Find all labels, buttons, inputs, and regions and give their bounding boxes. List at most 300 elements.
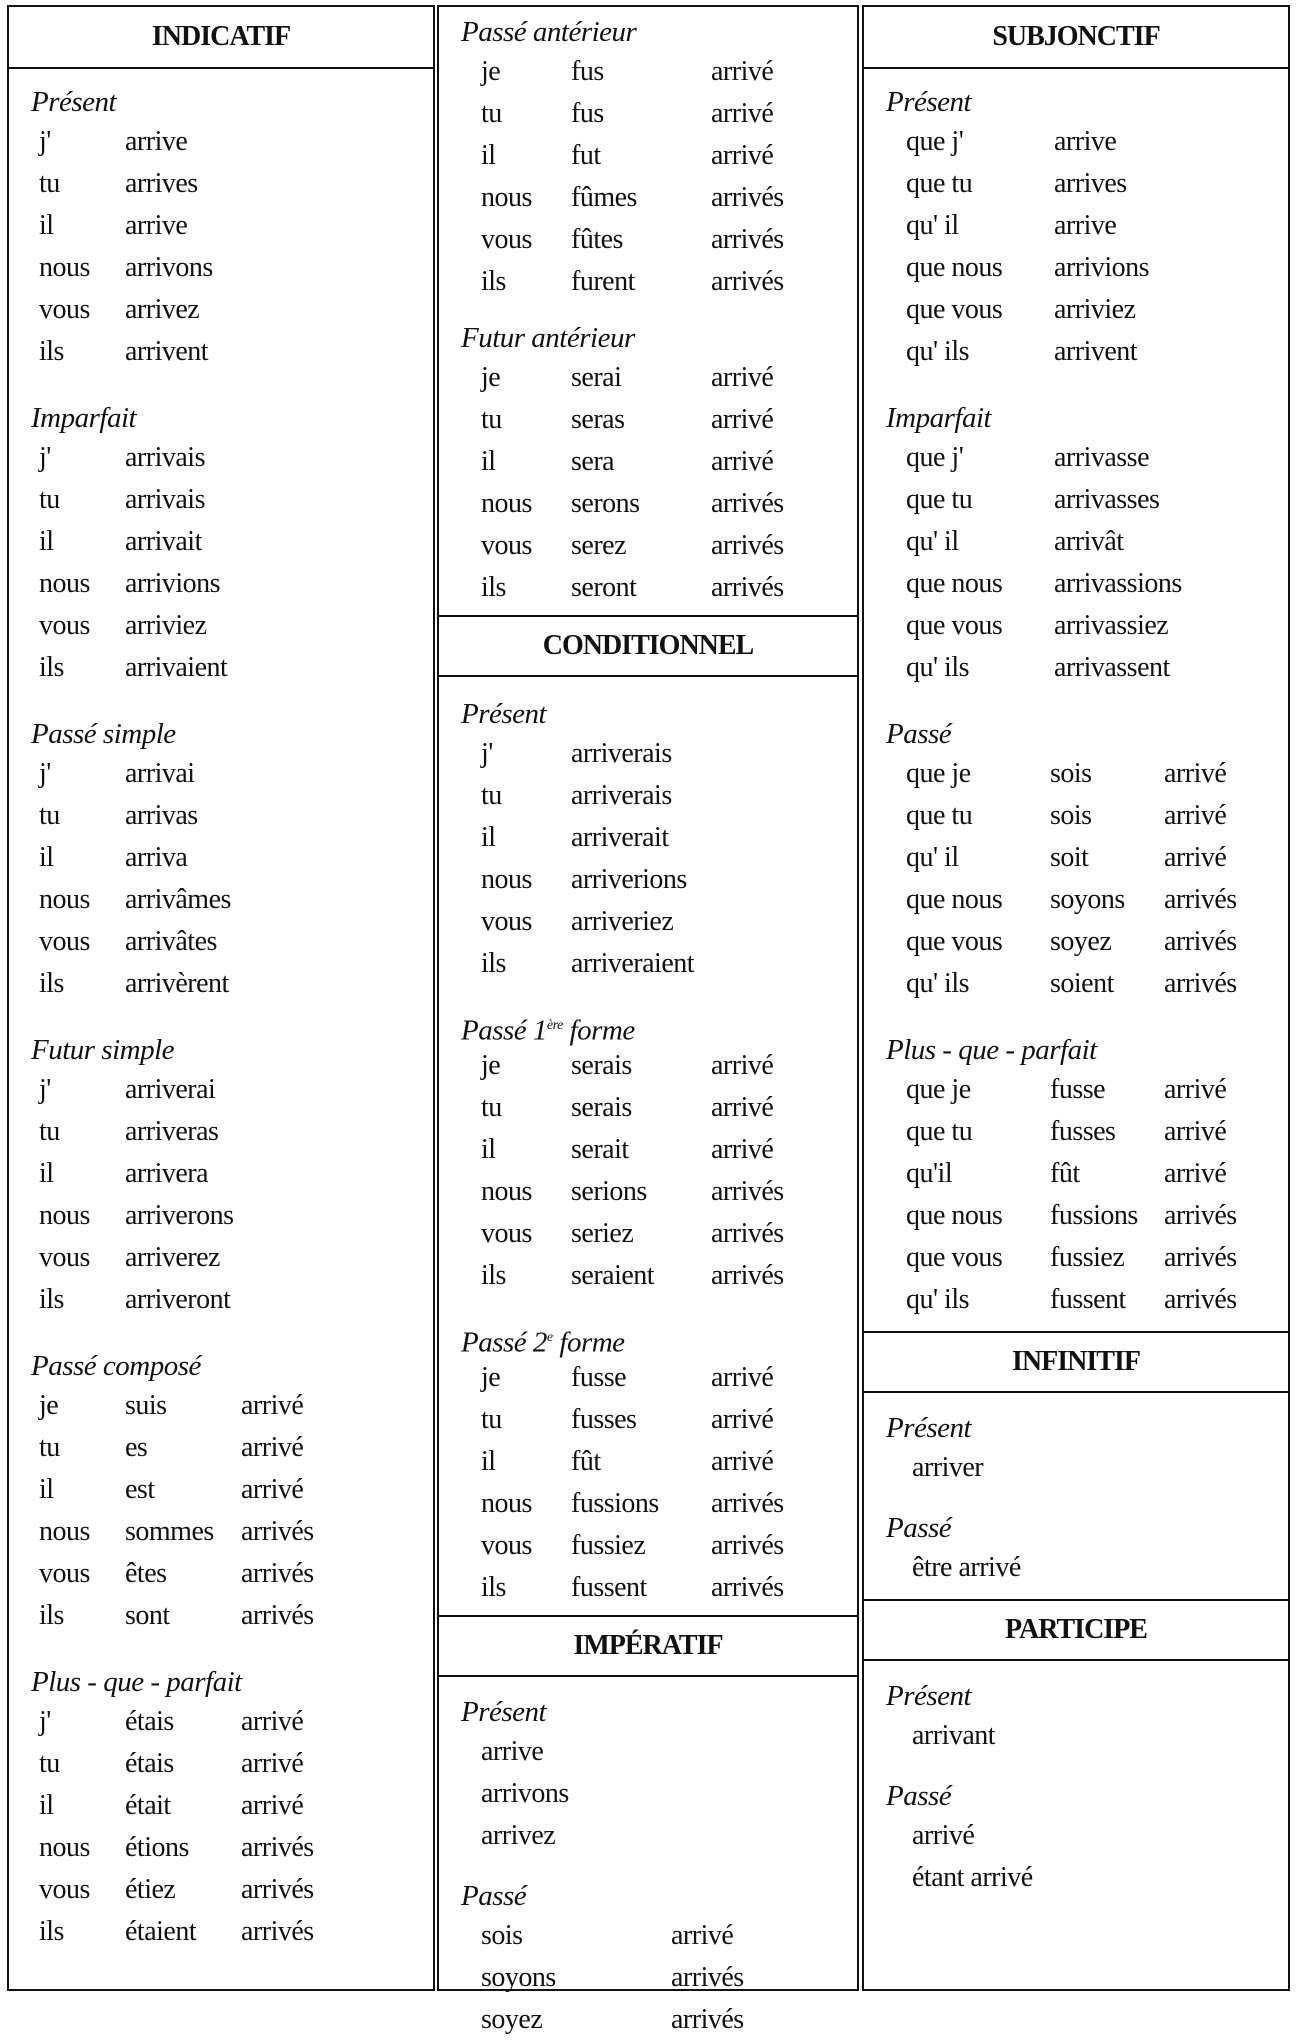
indicatif-passe-compose-cell: arrivé <box>241 1474 304 1505</box>
imperatif-present-cell: arrive <box>481 1736 544 1767</box>
indicatif-imparfait-row <box>9 647 433 689</box>
indicatif-plus-que-parfait-cell: arrivés <box>241 1916 314 1947</box>
indicatif-plus-que-parfait-row <box>9 1827 433 1869</box>
imperatif-passe-cell: sois <box>481 1920 523 1951</box>
indicatif-plus-que-parfait-cell: étais <box>125 1706 174 1737</box>
indicatif-futur-simple-row <box>9 1195 433 1237</box>
indicatif-futur-simple-cell: tu <box>39 1116 60 1147</box>
subjonctif-imparfait-row <box>864 479 1288 521</box>
passe-anterieur-row <box>439 219 857 261</box>
indicatif-futur-simple-label: Futur simple <box>31 1034 175 1066</box>
conditionnel-passe-2-cell: arrivés <box>711 1530 784 1561</box>
indicatif-passe-simple-cell: arrivâmes <box>125 884 231 915</box>
conditionnel-present-cell: ils <box>481 948 506 979</box>
indicatif-futur-simple-section <box>9 1031 433 1321</box>
indicatif-present-cell: arrivez <box>125 294 200 325</box>
participe-present-label: Présent <box>886 1680 972 1712</box>
indicatif-futur-simple-row <box>9 1069 433 1111</box>
indicatif-present-cell: ils <box>39 336 64 367</box>
futur-anterieur-cell: arrivé <box>711 404 774 435</box>
conditionnel-passe-1-cell: serait <box>571 1134 629 1165</box>
indicatif-imparfait-row <box>9 437 433 479</box>
subjonctif-plus-que-parfait-row <box>864 1237 1288 1279</box>
subjonctif-plus-que-parfait-cell: que vous <box>906 1242 1003 1273</box>
indicatif-column <box>7 5 435 1991</box>
imperatif-present-cell: arrivons <box>481 1778 569 1809</box>
indicatif-futur-simple-cell: nous <box>39 1200 90 1231</box>
indicatif-futur-simple-row <box>9 1153 433 1195</box>
conditionnel-passe-2-cell: fût <box>571 1446 601 1477</box>
passe-anterieur-cell: fut <box>571 140 601 171</box>
futur-anterieur-cell: tu <box>481 404 502 435</box>
indicatif-present-label: Présent <box>31 86 117 118</box>
subjonctif-passe-cell: soyons <box>1050 884 1125 915</box>
conditionnel-present-cell: arriveriez <box>571 906 674 937</box>
subjonctif-imparfait-cell: que vous <box>906 610 1003 641</box>
conditionnel-passe-1-label-prefix: Passé 1 <box>461 1014 547 1047</box>
conditionnel-passe-2-cell: fusse <box>571 1362 627 1393</box>
subjonctif-plus-que-parfait-section <box>864 1031 1288 1321</box>
middle-column <box>437 5 859 2035</box>
indicatif-passe-compose-cell: est <box>125 1474 155 1505</box>
indicatif-passe-compose-cell: êtes <box>125 1558 167 1589</box>
indicatif-passe-simple-cell: arrivâtes <box>125 926 217 957</box>
indicatif-plus-que-parfait-label: Plus - que - parfait <box>31 1666 242 1698</box>
passe-anterieur-row <box>439 93 857 135</box>
indicatif-plus-que-parfait-row <box>9 1785 433 1827</box>
conditionnel-present-row <box>439 859 857 901</box>
subjonctif-present-cell: arrivent <box>1054 336 1138 367</box>
indicatif-present-cell: arrive <box>125 210 188 241</box>
subjonctif-passe-cell: sois <box>1050 800 1092 831</box>
conditionnel-passe-2-label-suffix: forme <box>552 1326 625 1359</box>
indicatif-passe-simple-cell: arrivas <box>125 800 198 831</box>
conditionnel-passe-2-cell: il <box>481 1446 496 1477</box>
conditionnel-passe-1-cell: ils <box>481 1260 506 1291</box>
subjonctif-plus-que-parfait-row <box>864 1153 1288 1195</box>
indicatif-passe-compose-cell: arrivés <box>241 1558 314 1589</box>
conditionnel-present-cell: arriverais <box>571 780 672 811</box>
indicatif-futur-simple-cell: arriveront <box>125 1284 231 1315</box>
indicatif-present-row <box>9 121 433 163</box>
indicatif-present-row <box>9 163 433 205</box>
passe-anterieur-row <box>439 51 857 93</box>
futur-anterieur-cell: arrivé <box>711 446 774 477</box>
indicatif-present-row <box>9 247 433 289</box>
conditionnel-passe-2-section <box>439 1319 857 1609</box>
conditionnel-passe-2-cell: fussions <box>571 1488 659 1519</box>
subjonctif-imparfait-cell: qu' il <box>906 526 959 557</box>
conditionnel-passe-2-cell: arrivé <box>711 1446 774 1477</box>
conditionnel-passe-1-cell: serais <box>571 1092 632 1123</box>
subjonctif-passe-cell: qu' il <box>906 842 959 873</box>
conditionnel-present-cell: nous <box>481 864 532 895</box>
subjonctif-imparfait-cell: arrivasses <box>1054 484 1160 515</box>
futur-anterieur-cell: seras <box>571 404 625 435</box>
conditionnel-passe-1-cell: vous <box>481 1218 532 1249</box>
indicatif-imparfait-cell: arriviez <box>125 610 207 641</box>
subjonctif-imparfait-row <box>864 437 1288 479</box>
passe-anterieur-row <box>439 177 857 219</box>
indicatif-present-cell: arrive <box>125 126 188 157</box>
futur-anterieur-cell: arrivés <box>711 572 784 603</box>
imperatif-passe-cell: arrivés <box>671 1962 744 1993</box>
passe-anterieur-cell: arrivé <box>711 56 774 87</box>
conditionnel-passe-1-label-sup: ère <box>546 1018 563 1033</box>
subjonctif-present-row <box>864 121 1288 163</box>
subjonctif-present-cell: que nous <box>906 252 1003 283</box>
subjonctif-plus-que-parfait-label: Plus - que - parfait <box>886 1034 1097 1066</box>
conditionnel-present-cell: arriveraient <box>571 948 695 979</box>
conditionnel-passe-2-label <box>439 1319 857 1357</box>
passe-anterieur-cell: tu <box>481 98 502 129</box>
futur-anterieur-cell: je <box>481 362 501 393</box>
passe-anterieur-row <box>439 135 857 177</box>
indicatif-plus-que-parfait-cell: ils <box>39 1916 64 1947</box>
conditionnel-passe-2-cell: vous <box>481 1530 532 1561</box>
imperatif-passe-cell: arrivés <box>671 2004 744 2035</box>
futur-anterieur-cell: arrivés <box>711 488 784 519</box>
imperatif-passe-cell: soyez <box>481 2004 543 2035</box>
indicatif-plus-que-parfait-cell: arrivé <box>241 1706 304 1737</box>
indicatif-futur-simple-row <box>9 1237 433 1279</box>
conditionnel-passe-2-cell: fusses <box>571 1404 637 1435</box>
subjonctif-present-cell: qu' il <box>906 210 959 241</box>
subjonctif-present-cell: que j' <box>906 126 964 157</box>
subjonctif-present-label: Présent <box>886 86 972 118</box>
indicatif-passe-compose-label: Passé composé <box>31 1350 201 1382</box>
subjonctif-plus-que-parfait-cell: fussiez <box>1050 1242 1125 1273</box>
conditionnel-passe-1-cell: arrivé <box>711 1050 774 1081</box>
indicatif-passe-simple-label: Passé simple <box>31 718 176 750</box>
passe-anterieur-cell: furent <box>571 266 635 297</box>
indicatif-imparfait-cell: arrivait <box>125 526 202 557</box>
conditionnel-passe-2-row <box>439 1525 857 1567</box>
indicatif-passe-simple-row <box>9 795 433 837</box>
indicatif-passe-simple-row <box>9 837 433 879</box>
indicatif-present-cell: tu <box>39 168 60 199</box>
subjonctif-plus-que-parfait-cell: fusses <box>1050 1116 1116 1147</box>
subjonctif-imparfait-row <box>864 647 1288 689</box>
subjonctif-plus-que-parfait-row <box>864 1111 1288 1153</box>
subjonctif-imparfait-cell: arrivassent <box>1054 652 1170 683</box>
subjonctif-imparfait-cell: arrivassions <box>1054 568 1182 599</box>
indicatif-passe-simple-cell: j' <box>39 758 51 789</box>
passe-anterieur-cell: arrivé <box>711 98 774 129</box>
conditionnel-passe-1-row <box>439 1255 857 1297</box>
conditionnel-passe-1-cell: serions <box>571 1176 647 1207</box>
passe-anterieur-cell: ils <box>481 266 506 297</box>
infinitif-passe-value <box>864 1547 1288 1589</box>
participe-passe-label: Passé <box>886 1780 952 1812</box>
indicatif-passe-compose-cell: tu <box>39 1432 60 1463</box>
indicatif-plus-que-parfait-cell: étions <box>125 1832 189 1863</box>
indicatif-passe-compose-cell: arrivé <box>241 1432 304 1463</box>
indicatif-passe-compose-row <box>9 1427 433 1469</box>
indicatif-present-row <box>9 205 433 247</box>
indicatif-heading: INDICATIF <box>9 7 433 69</box>
subjonctif-passe-section <box>864 715 1288 1005</box>
indicatif-plus-que-parfait-cell: j' <box>39 1706 51 1737</box>
futur-anterieur-cell: seront <box>571 572 637 603</box>
subjonctif-passe-cell: arrivé <box>1164 800 1227 831</box>
indicatif-passe-compose-cell: sont <box>125 1600 170 1631</box>
indicatif-futur-simple-row <box>9 1111 433 1153</box>
infinitif-present-text: arriver <box>912 1452 984 1483</box>
indicatif-present-row <box>9 289 433 331</box>
conditionnel-passe-2-row <box>439 1483 857 1525</box>
futur-anterieur-cell: nous <box>481 488 532 519</box>
indicatif-passe-simple-cell: tu <box>39 800 60 831</box>
subjonctif-plus-que-parfait-cell: arrivés <box>1164 1200 1237 1231</box>
indicatif-passe-compose-cell: arrivé <box>241 1390 304 1421</box>
indicatif-plus-que-parfait-cell: étaient <box>125 1916 197 1947</box>
participe-passe-text-1: arrivé <box>912 1820 975 1851</box>
conditionnel-passe-1-cell: il <box>481 1134 496 1165</box>
participe-passe-value-2 <box>864 1857 1288 1899</box>
subjonctif-plus-que-parfait-cell: que nous <box>906 1200 1003 1231</box>
subjonctif-present-row <box>864 289 1288 331</box>
indicatif-passe-simple-cell: nous <box>39 884 90 915</box>
imperatif-present-section <box>439 1693 857 1857</box>
passe-anterieur-cell: arrivé <box>711 140 774 171</box>
indicatif-plus-que-parfait-cell: était <box>125 1790 171 1821</box>
subjonctif-imparfait-cell: qu' ils <box>906 652 969 683</box>
indicatif-passe-compose-cell: arrivés <box>241 1516 314 1547</box>
subjonctif-imparfait-cell: que tu <box>906 484 973 515</box>
conditionnel-present-cell: arriverions <box>571 864 687 895</box>
futur-anterieur-cell: serai <box>571 362 622 393</box>
indicatif-present-cell: j' <box>39 126 51 157</box>
subjonctif-passe-row <box>864 837 1288 879</box>
conditionnel-passe-2-cell: ils <box>481 1572 506 1603</box>
conditionnel-passe-2-cell: nous <box>481 1488 532 1519</box>
indicatif-imparfait-cell: ils <box>39 652 64 683</box>
infinitif-present-value <box>864 1447 1288 1489</box>
indicatif-passe-compose-cell: je <box>39 1390 59 1421</box>
conditionnel-passe-2-cell: arrivé <box>711 1362 774 1393</box>
subjonctif-present-cell: arriviez <box>1054 294 1136 325</box>
participe-passe-text-2: étant arrivé <box>912 1862 1033 1893</box>
infinitif-present-label: Présent <box>886 1412 972 1444</box>
passe-anterieur-cell: arrivés <box>711 182 784 213</box>
indicatif-passe-simple-cell: ils <box>39 968 64 999</box>
conditionnel-passe-1-cell: arrivés <box>711 1218 784 1249</box>
futur-anterieur-row <box>439 441 857 483</box>
conditionnel-passe-1-cell: serais <box>571 1050 632 1081</box>
indicatif-futur-simple-row <box>9 1279 433 1321</box>
conditionnel-passe-2-row <box>439 1441 857 1483</box>
subjonctif-passe-label: Passé <box>886 718 952 750</box>
indicatif-plus-que-parfait-cell: tu <box>39 1748 60 1779</box>
infinitif-passe-label: Passé <box>886 1512 952 1544</box>
imperatif-passe-cell: soyons <box>481 1962 556 1993</box>
indicatif-present-cell: vous <box>39 294 90 325</box>
indicatif-imparfait-cell: arrivaient <box>125 652 228 683</box>
indicatif-present-cell: nous <box>39 252 90 283</box>
imperatif-present-row <box>439 1815 857 1857</box>
conditionnel-present-cell: j' <box>481 738 493 769</box>
indicatif-futur-simple-cell: arriverons <box>125 1200 234 1231</box>
conditionnel-present-row <box>439 943 857 985</box>
subjonctif-plus-que-parfait-cell: qu' ils <box>906 1284 969 1315</box>
subjonctif-present-row <box>864 331 1288 373</box>
passe-anterieur-row <box>439 261 857 303</box>
passe-anterieur-cell: fûtes <box>571 224 623 255</box>
infinitif-heading: INFINITIF <box>864 1331 1288 1393</box>
subjonctif-plus-que-parfait-cell: arrivé <box>1164 1074 1227 1105</box>
conditionnel-passe-1-cell: seraient <box>571 1260 655 1291</box>
indicatif-present-row <box>9 331 433 373</box>
subjonctif-passe-cell: soit <box>1050 842 1089 873</box>
conditionnel-passe-1-cell: nous <box>481 1176 532 1207</box>
imperatif-passe-cell: arrivé <box>671 1920 734 1951</box>
passe-anterieur-cell: nous <box>481 182 532 213</box>
indicatif-imparfait-cell: nous <box>39 568 90 599</box>
participe-present-text: arrivant <box>912 1720 996 1751</box>
subjonctif-imparfait-cell: que j' <box>906 442 964 473</box>
imperatif-passe-row <box>439 1915 857 1957</box>
passe-anterieur-label: Passé antérieur <box>461 16 637 48</box>
conditionnel-passe-2-cell: fussent <box>571 1572 647 1603</box>
indicatif-plus-que-parfait-section <box>9 1663 433 1953</box>
imperatif-present-row <box>439 1773 857 1815</box>
conditionnel-present-cell: il <box>481 822 496 853</box>
indicatif-present-section <box>9 83 433 373</box>
conditionnel-passe-2-cell: arrivés <box>711 1572 784 1603</box>
passe-anterieur-cell: fûmes <box>571 182 637 213</box>
futur-anterieur-cell: arrivés <box>711 530 784 561</box>
subjonctif-plus-que-parfait-cell: arrivés <box>1164 1284 1237 1315</box>
infinitif-passe-text: être arrivé <box>912 1552 1021 1583</box>
futur-anterieur-row <box>439 357 857 399</box>
subjonctif-imparfait-cell: que nous <box>906 568 1003 599</box>
indicatif-passe-simple-cell: vous <box>39 926 90 957</box>
imperatif-present-row <box>439 1731 857 1773</box>
subjonctif-plus-que-parfait-cell: que je <box>906 1074 971 1105</box>
conditionnel-passe-1-cell: arrivés <box>711 1260 784 1291</box>
imperatif-passe-section <box>439 1877 857 2041</box>
subjonctif-imparfait-row <box>864 563 1288 605</box>
indicatif-passe-compose-row <box>9 1595 433 1637</box>
imperatif-heading: IMPÉRATIF <box>439 1615 857 1677</box>
conditionnel-passe-1-row <box>439 1213 857 1255</box>
conditionnel-passe-1-cell: tu <box>481 1092 502 1123</box>
indicatif-futur-simple-cell: il <box>39 1158 54 1189</box>
futur-anterieur-section <box>439 319 857 609</box>
indicatif-futur-simple-cell: arriveras <box>125 1116 219 1147</box>
subjonctif-passe-cell: que je <box>906 758 971 789</box>
futur-anterieur-cell: serons <box>571 488 640 519</box>
indicatif-passe-simple-row <box>9 963 433 1005</box>
subjonctif-passe-cell: que nous <box>906 884 1003 915</box>
subjonctif-heading: SUBJONCTIF <box>864 7 1288 69</box>
passe-anterieur-cell: arrivés <box>711 266 784 297</box>
subjonctif-present-row <box>864 247 1288 289</box>
subjonctif-plus-que-parfait-cell: fussions <box>1050 1200 1138 1231</box>
futur-anterieur-row <box>439 399 857 441</box>
subjonctif-present-row <box>864 205 1288 247</box>
indicatif-imparfait-cell: j' <box>39 442 51 473</box>
indicatif-passe-compose-cell: arrivés <box>241 1600 314 1631</box>
imperatif-passe-row <box>439 1999 857 2041</box>
indicatif-imparfait-row <box>9 479 433 521</box>
indicatif-futur-simple-cell: ils <box>39 1284 64 1315</box>
conditionnel-heading: CONDITIONNEL <box>439 615 857 677</box>
indicatif-passe-compose-row <box>9 1385 433 1427</box>
subjonctif-plus-que-parfait-cell: fût <box>1050 1158 1080 1189</box>
indicatif-imparfait-row <box>9 563 433 605</box>
subjonctif-plus-que-parfait-cell: arrivé <box>1164 1158 1227 1189</box>
indicatif-imparfait-cell: il <box>39 526 54 557</box>
subjonctif-passe-cell: arrivé <box>1164 758 1227 789</box>
subjonctif-passe-cell: arrivés <box>1164 884 1237 915</box>
conditionnel-passe-1-cell: arrivés <box>711 1176 784 1207</box>
indicatif-imparfait-row <box>9 605 433 647</box>
conditionnel-passe-2-cell: je <box>481 1362 501 1393</box>
passe-anterieur-cell: fus <box>571 98 604 129</box>
imperatif-passe-row <box>439 1957 857 1999</box>
conditionnel-passe-2-cell: fussiez <box>571 1530 646 1561</box>
futur-anterieur-cell: serez <box>571 530 627 561</box>
subjonctif-present-row <box>864 163 1288 205</box>
indicatif-passe-simple-section <box>9 715 433 1005</box>
participe-passe-value-1 <box>864 1815 1288 1857</box>
indicatif-passe-compose-row <box>9 1469 433 1511</box>
conditionnel-present-row <box>439 901 857 943</box>
conditionnel-present-row <box>439 733 857 775</box>
indicatif-passe-compose-cell: il <box>39 1474 54 1505</box>
conditionnel-passe-1-row <box>439 1171 857 1213</box>
indicatif-passe-simple-row <box>9 921 433 963</box>
conditionnel-passe-1-label <box>439 1007 857 1045</box>
passe-anterieur-cell: il <box>481 140 496 171</box>
indicatif-plus-que-parfait-cell: arrivés <box>241 1874 314 1905</box>
subjonctif-passe-cell: qu' ils <box>906 968 969 999</box>
indicatif-passe-compose-cell: suis <box>125 1390 167 1421</box>
indicatif-passe-compose-cell: nous <box>39 1516 90 1547</box>
subjonctif-present-section <box>864 83 1288 373</box>
indicatif-plus-que-parfait-cell: étiez <box>125 1874 176 1905</box>
indicatif-present-cell: arrives <box>125 168 198 199</box>
futur-anterieur-row <box>439 483 857 525</box>
conditionnel-present-cell: vous <box>481 906 532 937</box>
indicatif-plus-que-parfait-row <box>9 1743 433 1785</box>
conditionnel-passe-2-cell: arrivés <box>711 1488 784 1519</box>
indicatif-passe-simple-cell: arriva <box>125 842 188 873</box>
conditionnel-passe-1-row <box>439 1045 857 1087</box>
indicatif-passe-simple-row <box>9 879 433 921</box>
futur-anterieur-row <box>439 525 857 567</box>
subjonctif-present-cell: que tu <box>906 168 973 199</box>
subjonctif-plus-que-parfait-cell: fusse <box>1050 1074 1106 1105</box>
subjonctif-passe-cell: arrivés <box>1164 926 1237 957</box>
subjonctif-present-cell: qu' ils <box>906 336 969 367</box>
passe-anterieur-cell: fus <box>571 56 604 87</box>
subjonctif-passe-cell: arrivé <box>1164 842 1227 873</box>
indicatif-passe-simple-cell: il <box>39 842 54 873</box>
subjonctif-present-cell: que vous <box>906 294 1003 325</box>
subjonctif-present-cell: arrivions <box>1054 252 1150 283</box>
participe-present-value <box>864 1715 1288 1757</box>
indicatif-imparfait-cell: tu <box>39 484 60 515</box>
participe-heading: PARTICIPE <box>864 1599 1288 1661</box>
indicatif-plus-que-parfait-row <box>9 1869 433 1911</box>
indicatif-futur-simple-cell: arrivera <box>125 1158 209 1189</box>
subjonctif-passe-cell: soient <box>1050 968 1114 999</box>
subjonctif-plus-que-parfait-row <box>864 1195 1288 1237</box>
indicatif-plus-que-parfait-cell: arrivés <box>241 1832 314 1863</box>
